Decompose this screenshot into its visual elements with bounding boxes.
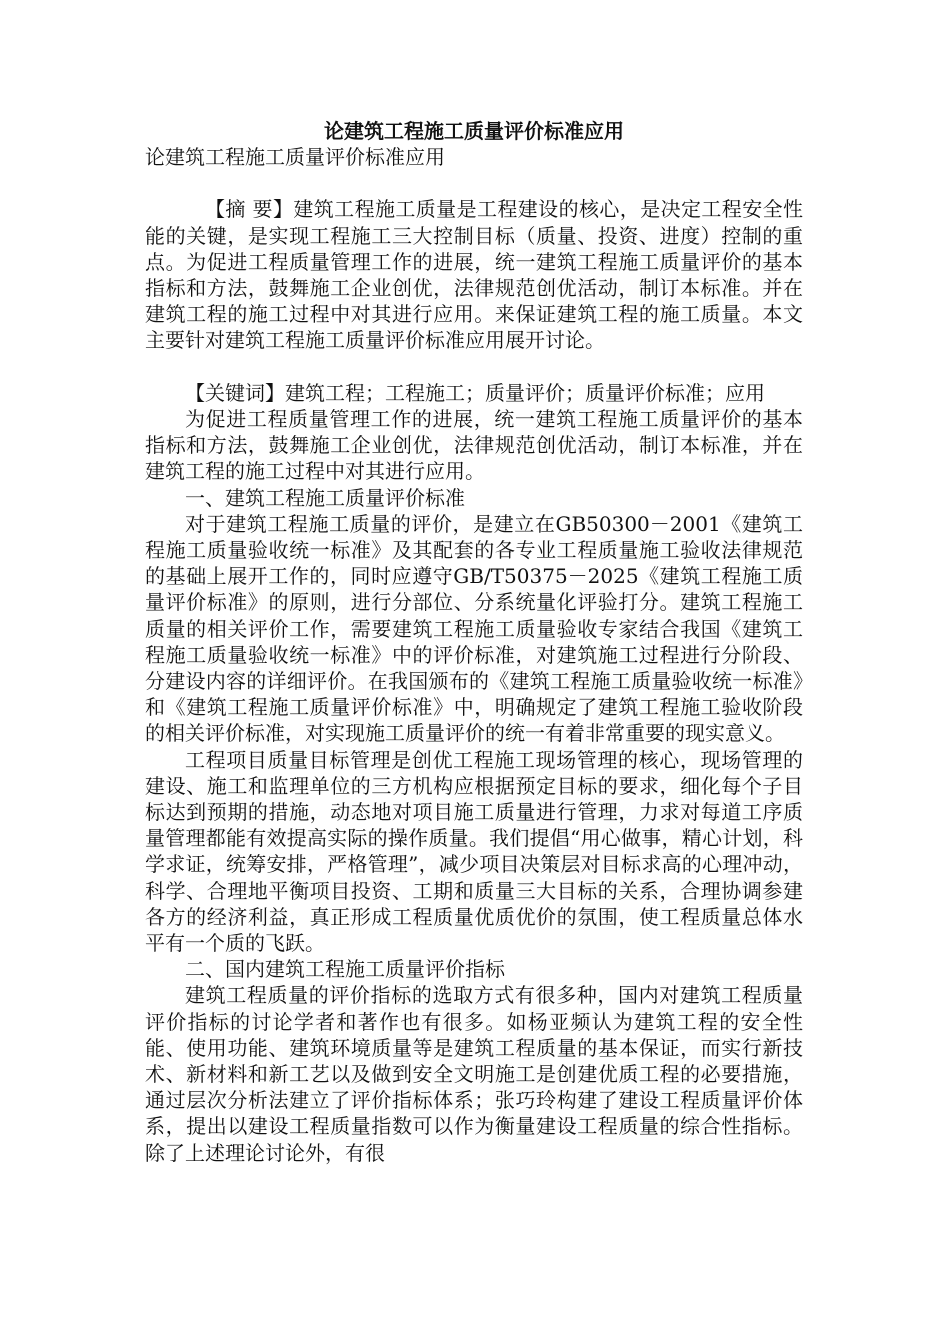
abstract-paragraph: 【摘 要】建筑工程施工质量是工程建设的核心，是决定工程安全性能的关键，是实现工程施工三大控制目标（质量、投资、进度）控制的重点。为促进工程质量管理工作的进展，统一建筑工程施工质量评价的基本指标和方法，鼓舞施工企业创优，法律规范创优活动，制订本标准。并在建筑工程的施工过程中对其进行应用。来保证建筑工程的施工质量。本文主要针对建筑工程施工质量评价标准应用展开讨论。 [145, 197, 803, 353]
section-2-heading: 二、国内建筑工程施工质量评价指标 [185, 957, 505, 982]
section-1-paragraph-2: 工程项目质量目标管理是创优工程施工现场管理的核心，现场管理的建设、施工和监理单位的三方机构应根据预定目标的要求，细化每个子目标达到预期的措施，动态地对项目施工质量进行管理，力求对每道工序质量管理都能有效提高实际的操作质量。我们提倡“用心做事，精心计划，科学求证，统筹安排，严格管理”，减少项目决策层对目标求高的心理冲动，科学、合理地平衡项目投资、工期和质量三大目标的关系，合理协调参建各方的经济利益，真正形成工程质量优质优价的氛围，使工程质量总体水平有一个质的飞跃。 [145, 747, 803, 956]
intro-paragraph: 为促进工程质量管理工作的进展，统一建筑工程施工质量评价的基本指标和方法，鼓舞施工企业创优，法律规范创优活动，制订本标准，并在建筑工程的施工过程中对其进行应用。 [145, 407, 803, 484]
blank-line [145, 354, 803, 380]
keywords-paragraph: 【关键词】建筑工程；工程施工；质量评价；质量评价标准；应用 [185, 380, 765, 405]
document-title: 论建筑工程施工质量评价标准应用 [324, 119, 624, 143]
section-1-heading: 一、建筑工程施工质量评价标准 [185, 485, 465, 510]
section-2-paragraph-1: 建筑工程质量的评价指标的选取方式有很多种，国内对建筑工程质量评价指标的讨论学者和著作也有很多。如杨亚频认为建筑工程的安全性能、使用功能、建筑环境质量等是建筑工程质量的基本保证，而实行新技术、新材料和新工艺以及做到安全文明施工是创建优质工程的必要措施，通过层次分析法建立了评价指标体系；张巧玲构建了建设工程质量评价体系，提出以建设工程质量指数可以作为衡量建设工程质量的综合性指标。除了上述理论讨论外，有很 [145, 983, 803, 1165]
document-page [145, 118, 803, 1166]
document-subtitle: 论建筑工程施工质量评价标准应用 [145, 145, 445, 169]
blank-line [145, 170, 803, 196]
section-1-paragraph-1: 对于建筑工程施工质量的评价，是建立在GB50300－2001《建筑工程施工质量验收统一标准》及其配套的各专业工程质量施工验收法律规范的基础上展开工作的，同时应遵守GB/T50375－2025《建筑工程施工质量评价标准》的原则，进行分部位、分系统量化评验打分。建筑工程施工质量的相关评价工作，需要建筑工程施工质量验收专家结合我国《建筑工程施工质量验收统一标准》中的评价标准，对建筑施工过程进行分阶段、分建设内容的详细评价。在我国颁布的《建筑工程施工质量验收统一标准》和《建筑工程施工质量评价标准》中，明确规定了建筑工程施工验收阶段的相关评价标准，对实现施工质量评价的统一有着非常重要的现实意义。 [145, 511, 803, 746]
